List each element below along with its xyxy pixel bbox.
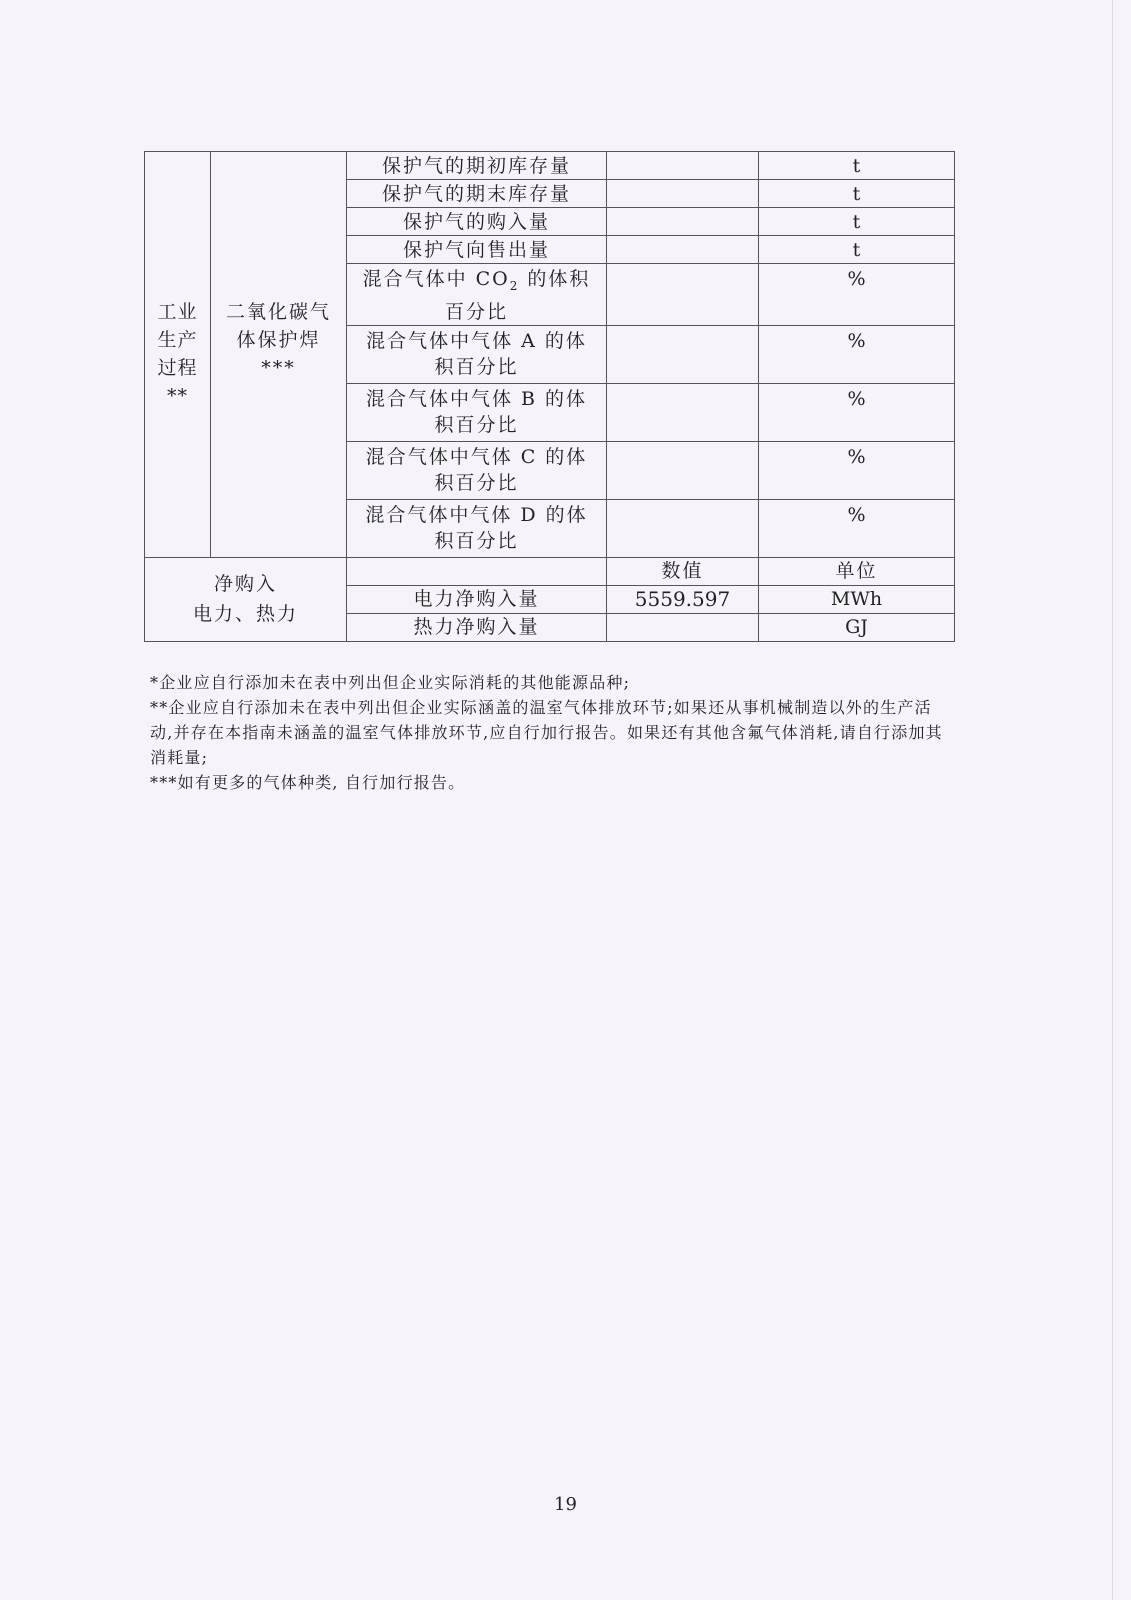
unit-header-cell: 单位 xyxy=(759,557,955,585)
item-cell: 电力净购入量 xyxy=(347,585,607,613)
unit-cell: % xyxy=(759,264,955,326)
unit-cell: t xyxy=(759,152,955,180)
unit-cell: t xyxy=(759,236,955,264)
footnote: ***如有更多的气体种类, 自行加行报告。 xyxy=(150,773,466,792)
item-cell xyxy=(347,264,607,326)
value-cell: 5559.597 xyxy=(607,585,759,613)
value-cell xyxy=(607,264,759,326)
page-number: 19 xyxy=(554,1494,577,1515)
item-cell: 混合气体中气体 A 的体 积百分比 xyxy=(347,325,607,383)
unit-cell: GJ xyxy=(759,613,955,641)
footnote: **企业应自行添加未在表中列出但企业实际涵盖的温室气体排放环节;如果还从事机械制造以外的生产活动,并存在本指南未涵盖的温室气体排放环节,应自行加行报告。如果还有其他含氟气体消耗,请自行添加其消耗量; xyxy=(150,698,943,767)
category-purchase-label: 净购入 电力、热力 xyxy=(192,573,298,626)
table-row xyxy=(145,152,955,180)
category-industrial-label: 工业 生产 过程 ** xyxy=(157,301,198,408)
unit-cell: % xyxy=(759,499,955,557)
value-cell xyxy=(607,325,759,383)
unit-cell: % xyxy=(759,383,955,441)
item-cell: 保护气的期末库存量 xyxy=(347,180,607,208)
item-cell: 混合气体中气体 B 的体 积百分比 xyxy=(347,383,607,441)
value-cell xyxy=(607,236,759,264)
table-footnotes xyxy=(150,670,950,795)
unit-cell: % xyxy=(759,325,955,383)
item-cell: 混合气体中气体 D 的体 积百分比 xyxy=(347,499,607,557)
unit-cell: t xyxy=(759,208,955,236)
category-cell xyxy=(145,152,211,558)
value-cell xyxy=(607,441,759,499)
unit-cell: MWh xyxy=(759,585,955,613)
item-cell: 保护气的期初库存量 xyxy=(347,152,607,180)
value-cell xyxy=(607,208,759,236)
page-edge xyxy=(1112,0,1113,1600)
item-cell xyxy=(347,557,607,585)
footnote: *企业应自行添加未在表中列出但企业实际消耗的其他能源品种; xyxy=(150,673,631,692)
item-cell: 热力净购入量 xyxy=(347,613,607,641)
value-cell xyxy=(607,613,759,641)
co2-subscript: 2 xyxy=(509,278,520,293)
value-cell xyxy=(607,383,759,441)
co2-item-prefix: 混合气体中 CO xyxy=(362,268,510,290)
value-header-cell: 数值 xyxy=(607,557,759,585)
purchase-category-cell xyxy=(145,557,347,641)
value-cell xyxy=(607,180,759,208)
item-cell: 混合气体中气体 C 的体 积百分比 xyxy=(347,441,607,499)
item-cell: 保护气的购入量 xyxy=(347,208,607,236)
value-cell xyxy=(607,152,759,180)
co2-item-suffix: 的体积 百分比 xyxy=(444,268,591,323)
value-cell xyxy=(607,499,759,557)
subcategory-cell xyxy=(211,152,347,558)
emissions-data-table xyxy=(144,151,955,642)
table-row xyxy=(145,557,955,585)
subcategory-co2-welding-label: 二氧化碳气 体保护焊 *** xyxy=(225,301,331,380)
unit-cell: % xyxy=(759,441,955,499)
item-cell: 保护气向售出量 xyxy=(347,236,607,264)
unit-cell: t xyxy=(759,180,955,208)
